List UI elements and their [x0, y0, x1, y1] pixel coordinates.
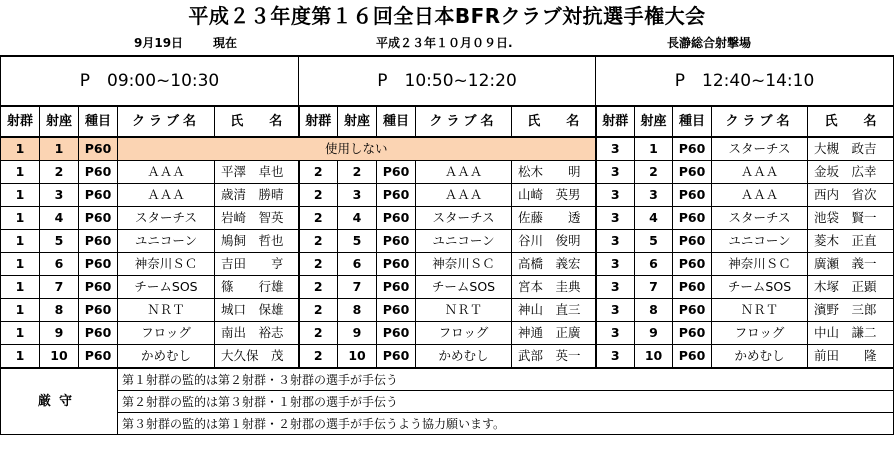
group-cell: 2 [299, 230, 338, 253]
footer-note: 第２射群の監的は第３射群・１射郡の選手が手伝う [118, 391, 894, 413]
club-cell: ユニコーン [416, 230, 512, 253]
event-cell: P60 [673, 161, 712, 184]
group-cell: 1 [1, 322, 40, 345]
header-name: 氏 名 [215, 106, 299, 137]
seat-cell: 1 [635, 137, 673, 161]
club-cell: ＡＡＡ [118, 184, 215, 207]
header-name: 氏 名 [808, 106, 894, 137]
club-cell: 神奈川ＳＣ [712, 253, 808, 276]
name-cell: 南出 裕志 [215, 322, 299, 345]
event-cell: P60 [673, 253, 712, 276]
name-cell: 菱木 正直 [808, 230, 894, 253]
header-club: クラブ名 [712, 106, 808, 137]
group-cell: 2 [299, 322, 338, 345]
seat-cell: 9 [40, 322, 79, 345]
strict-label: 厳守 [1, 368, 118, 435]
seat-cell: 10 [338, 345, 377, 369]
seat-cell: 10 [635, 345, 673, 369]
seat-cell: 3 [40, 184, 79, 207]
club-cell: 神奈川ＳＣ [118, 253, 215, 276]
name-cell: 神山 直三 [512, 299, 596, 322]
club-cell: ＡＡＡ [416, 184, 512, 207]
group-cell: 1 [1, 207, 40, 230]
seat-cell: 4 [40, 207, 79, 230]
schedule-table [0, 55, 894, 435]
event-cell: P60 [377, 276, 416, 299]
name-cell: 篠 行雄 [215, 276, 299, 299]
group-cell: 1 [1, 230, 40, 253]
header-group: 射群 [1, 106, 40, 137]
group-cell: 2 [299, 345, 338, 369]
club-cell: ＡＡＡ [712, 161, 808, 184]
group-cell: 1 [1, 161, 40, 184]
event-cell: P60 [673, 137, 712, 161]
seat-cell: 6 [338, 253, 377, 276]
seat-cell: 7 [338, 276, 377, 299]
seat-cell: 8 [338, 299, 377, 322]
group-cell: 3 [596, 299, 635, 322]
header-event: 種目 [377, 106, 416, 137]
seat-cell: 5 [40, 230, 79, 253]
club-cell: ユニコーン [118, 230, 215, 253]
header-seat: 射座 [635, 106, 673, 137]
club-cell: スターチス [118, 207, 215, 230]
period-3: P 12:40~14:10 [596, 56, 894, 106]
club-cell: フロッグ [416, 322, 512, 345]
unused-cell: 使用しない [118, 137, 596, 161]
event-cell: P60 [79, 137, 118, 161]
name-cell: 池袋 賢一 [808, 207, 894, 230]
club-cell: ユニコーン [712, 230, 808, 253]
name-cell: 廣瀬 義一 [808, 253, 894, 276]
club-cell: チームSOS [712, 276, 808, 299]
seat-cell: 7 [635, 276, 673, 299]
header-seat: 射座 [40, 106, 79, 137]
event-cell: P60 [79, 345, 118, 369]
name-cell: 前田 隆 [808, 345, 894, 369]
club-cell: ＡＡＡ [416, 161, 512, 184]
header-seat: 射座 [338, 106, 377, 137]
event-cell: P60 [79, 184, 118, 207]
name-cell: 吉田 亨 [215, 253, 299, 276]
name-cell: 濱野 三郎 [808, 299, 894, 322]
name-cell: 武部 英一 [512, 345, 596, 369]
seat-cell: 9 [635, 322, 673, 345]
header-club: クラブ名 [118, 106, 215, 137]
group-cell: 2 [299, 276, 338, 299]
footer-note: 第１射群の監的は第２射群・３射群の選手が手伝う [118, 368, 894, 391]
seat-cell: 8 [635, 299, 673, 322]
club-cell: ＡＡＡ [118, 161, 215, 184]
club-cell: ＮＲＴ [416, 299, 512, 322]
header-event: 種目 [79, 106, 118, 137]
seat-cell: 2 [635, 161, 673, 184]
name-cell: 中山 謙二 [808, 322, 894, 345]
club-cell: フロッグ [118, 322, 215, 345]
event-cell: P60 [377, 322, 416, 345]
seat-cell: 6 [40, 253, 79, 276]
club-cell: チームSOS [416, 276, 512, 299]
group-cell: 1 [1, 299, 40, 322]
event-cell: P60 [79, 207, 118, 230]
seat-cell: 4 [338, 207, 377, 230]
event-cell: P60 [79, 322, 118, 345]
footer-note: 第３射群の監的は第１射群・２射郡の選手が手伝うよう協力願います。 [118, 413, 894, 435]
event-cell: P60 [79, 253, 118, 276]
group-cell: 3 [596, 207, 635, 230]
event-cell: P60 [673, 299, 712, 322]
club-cell: 神奈川ＳＣ [416, 253, 512, 276]
event-cell: P60 [377, 230, 416, 253]
club-cell: ＡＡＡ [712, 184, 808, 207]
club-cell: チームSOS [118, 276, 215, 299]
as-of-label: 現在 [213, 36, 238, 50]
club-cell: ＮＲＴ [118, 299, 215, 322]
club-cell: かめむし [712, 345, 808, 369]
club-cell: スターチス [712, 137, 808, 161]
name-cell: 西内 省次 [808, 184, 894, 207]
header-name: 氏 名 [512, 106, 596, 137]
table-row [1, 184, 894, 207]
seat-cell: 6 [635, 253, 673, 276]
group-cell: 3 [596, 345, 635, 369]
footer-row [1, 368, 894, 391]
event-cell: P60 [79, 230, 118, 253]
event-cell: P60 [79, 276, 118, 299]
name-cell: 城口 保雄 [215, 299, 299, 322]
event-cell: P60 [377, 184, 416, 207]
name-cell: 高橋 義宏 [512, 253, 596, 276]
name-cell: 宮本 圭典 [512, 276, 596, 299]
seat-cell: 3 [338, 184, 377, 207]
group-cell: 3 [596, 161, 635, 184]
event-cell: P60 [79, 161, 118, 184]
name-cell: 平澤 卓也 [215, 161, 299, 184]
group-cell: 1 [1, 345, 40, 369]
seat-cell: 1 [40, 137, 79, 161]
club-cell: かめむし [118, 345, 215, 369]
group-cell: 3 [596, 230, 635, 253]
page-title: 平成２３年度第１６回全日本BFRクラブ対抗選手権大会 [188, 4, 706, 28]
group-cell: 1 [1, 276, 40, 299]
event-cell: P60 [377, 345, 416, 369]
event-cell: P60 [673, 276, 712, 299]
footer-row [1, 413, 894, 435]
header-group: 射群 [299, 106, 338, 137]
table-row [1, 161, 894, 184]
group-cell: 3 [596, 276, 635, 299]
seat-cell: 5 [635, 230, 673, 253]
header-event: 種目 [673, 106, 712, 137]
group-cell: 3 [596, 137, 635, 161]
club-cell: ＮＲＴ [712, 299, 808, 322]
table-row [1, 322, 894, 345]
table-row [1, 276, 894, 299]
group-cell: 2 [299, 207, 338, 230]
match-date: 平成２３年１０月０９日. [376, 36, 513, 50]
seat-cell: 8 [40, 299, 79, 322]
table-row [1, 345, 894, 369]
table-row [1, 137, 894, 161]
footer-row [1, 391, 894, 413]
seat-cell: 2 [40, 161, 79, 184]
name-cell: 山崎 英男 [512, 184, 596, 207]
table-row [1, 230, 894, 253]
name-cell: 金坂 広幸 [808, 161, 894, 184]
name-cell: 松木 明 [512, 161, 596, 184]
seat-cell: 2 [338, 161, 377, 184]
name-cell: 鳩飼 哲也 [215, 230, 299, 253]
seat-cell: 10 [40, 345, 79, 369]
event-cell: P60 [377, 161, 416, 184]
name-cell: 大久保 茂 [215, 345, 299, 369]
name-cell: 谷川 俊明 [512, 230, 596, 253]
event-cell: P60 [79, 299, 118, 322]
name-cell: 佐藤 透 [512, 207, 596, 230]
name-cell: 岩崎 智英 [215, 207, 299, 230]
group-cell: 2 [299, 299, 338, 322]
event-cell: P60 [377, 253, 416, 276]
event-cell: P60 [673, 322, 712, 345]
table-row [1, 299, 894, 322]
club-cell: かめむし [416, 345, 512, 369]
table-row [1, 207, 894, 230]
name-cell: 大槻 政吉 [808, 137, 894, 161]
group-cell: 2 [299, 184, 338, 207]
event-cell: P60 [673, 184, 712, 207]
group-cell: 1 [1, 137, 40, 161]
club-cell: スターチス [712, 207, 808, 230]
header-row [1, 106, 894, 137]
group-cell: 2 [299, 253, 338, 276]
seat-cell: 9 [338, 322, 377, 345]
event-cell: P60 [377, 207, 416, 230]
table-row [1, 253, 894, 276]
name-cell: 木塚 正顕 [808, 276, 894, 299]
group-cell: 2 [299, 161, 338, 184]
club-cell: フロッグ [712, 322, 808, 345]
venue: 長瀞総合射撃場 [667, 36, 752, 50]
header-club: クラブ名 [416, 106, 512, 137]
seat-cell: 7 [40, 276, 79, 299]
header-group: 射群 [596, 106, 635, 137]
group-cell: 1 [1, 253, 40, 276]
group-cell: 3 [596, 184, 635, 207]
group-cell: 1 [1, 184, 40, 207]
period-2: P 10:50~12:20 [299, 56, 596, 106]
event-cell: P60 [377, 299, 416, 322]
name-cell: 歳清 勝晴 [215, 184, 299, 207]
event-cell: P60 [673, 345, 712, 369]
group-cell: 3 [596, 253, 635, 276]
event-cell: P60 [673, 207, 712, 230]
event-cell: P60 [673, 230, 712, 253]
group-cell: 3 [596, 322, 635, 345]
seat-cell: 4 [635, 207, 673, 230]
period-row [1, 56, 894, 106]
club-cell: スターチス [416, 207, 512, 230]
seat-cell: 3 [635, 184, 673, 207]
period-1: P 09:00~10:30 [1, 56, 299, 106]
as-of-date: 9月19日 [134, 36, 184, 50]
seat-cell: 5 [338, 230, 377, 253]
name-cell: 神通 正廣 [512, 322, 596, 345]
